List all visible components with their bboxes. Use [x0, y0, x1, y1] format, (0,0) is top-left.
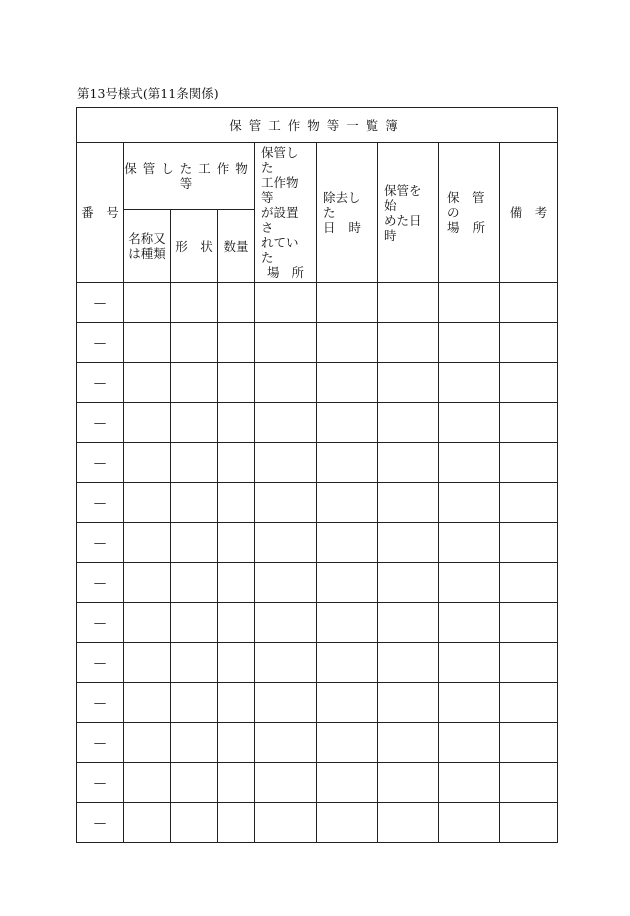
header-stored-items: 保管した工作物等: [124, 143, 255, 210]
storage-place-cell[interactable]: [439, 483, 500, 523]
quantity-cell[interactable]: [218, 403, 255, 443]
removed-datetime-cell[interactable]: [317, 323, 378, 363]
quantity-cell[interactable]: [218, 283, 255, 323]
removed-datetime-cell[interactable]: [317, 363, 378, 403]
removed-datetime-cell[interactable]: [317, 483, 378, 523]
header-storage-place-l1: 保 管 の: [447, 190, 498, 220]
table-row: [77, 683, 558, 723]
header-name-type-l2: は種類: [128, 246, 166, 262]
name-type-cell[interactable]: [124, 643, 171, 683]
header-removed-l2: [323, 220, 371, 235]
removed-datetime-cell[interactable]: [317, 763, 378, 803]
storage-start-cell[interactable]: [378, 763, 439, 803]
row-number-cell: —: [77, 563, 124, 603]
header-installed-place-l5a: 場: [267, 265, 280, 280]
storage-place-cell[interactable]: [439, 323, 500, 363]
row-number-cell: —: [77, 603, 124, 643]
register-title: 保管工作物等一覧簿: [77, 108, 558, 143]
removed-datetime-cell[interactable]: [317, 443, 378, 483]
header-storage-place-l2a: 場: [447, 220, 460, 235]
remarks-cell[interactable]: [500, 683, 558, 723]
row-number-cell: —: [77, 763, 124, 803]
header-name-type-l1: 名称又: [128, 231, 166, 247]
storage-place-cell[interactable]: [439, 723, 500, 763]
name-type-cell[interactable]: [124, 443, 171, 483]
storage-start-cell[interactable]: [378, 363, 439, 403]
name-type-cell[interactable]: [124, 523, 171, 563]
table-row: [77, 723, 558, 763]
header-installed-place-l5: [261, 265, 310, 280]
storage-place-cell[interactable]: [439, 523, 500, 563]
quantity-cell[interactable]: [218, 443, 255, 483]
header-number: [77, 143, 124, 283]
remarks-cell[interactable]: [500, 443, 558, 483]
shape-cell[interactable]: [171, 563, 218, 603]
row-number-cell: —: [77, 403, 124, 443]
installed-place-cell[interactable]: [255, 683, 317, 723]
name-type-cell[interactable]: [124, 283, 171, 323]
name-type-cell[interactable]: [124, 363, 171, 403]
row-number-cell: —: [77, 283, 124, 323]
table-row: [77, 443, 558, 483]
storage-start-cell[interactable]: [378, 803, 439, 843]
quantity-cell[interactable]: [218, 643, 255, 683]
header-installed-place-l3: が設置さ: [261, 205, 299, 235]
shape-cell[interactable]: [171, 723, 218, 763]
name-type-cell[interactable]: [124, 603, 171, 643]
removed-datetime-cell[interactable]: [317, 723, 378, 763]
header-storage-start-l2: めた日時: [384, 212, 422, 243]
remarks-cell[interactable]: [500, 803, 558, 843]
storage-place-cell[interactable]: [439, 603, 500, 643]
storage-place-cell[interactable]: [439, 803, 500, 843]
remarks-cell[interactable]: [500, 523, 558, 563]
shape-cell[interactable]: [171, 763, 218, 803]
shape-cell[interactable]: [171, 323, 218, 363]
remarks-cell[interactable]: [500, 643, 558, 683]
storage-start-cell[interactable]: [378, 443, 439, 483]
installed-place-cell[interactable]: [255, 603, 317, 643]
name-type-cell[interactable]: [124, 323, 171, 363]
storage-start-cell[interactable]: [378, 723, 439, 763]
name-type-cell[interactable]: [124, 403, 171, 443]
name-type-cell[interactable]: [124, 483, 171, 523]
storage-start-cell[interactable]: [378, 523, 439, 563]
storage-place-cell[interactable]: [439, 563, 500, 603]
installed-place-cell[interactable]: [255, 803, 317, 843]
installed-place-cell[interactable]: [255, 643, 317, 683]
installed-place-cell[interactable]: [255, 283, 317, 323]
table-row: [77, 643, 558, 683]
storage-place-cell[interactable]: [439, 683, 500, 723]
quantity-cell[interactable]: [218, 323, 255, 363]
header-installed-place: [255, 143, 317, 283]
table-row: [77, 803, 558, 843]
shape-cell[interactable]: [171, 443, 218, 483]
installed-place-cell[interactable]: [255, 363, 317, 403]
header-storage-start: [378, 143, 439, 283]
remarks-cell[interactable]: [500, 403, 558, 443]
remarks-cell[interactable]: [500, 763, 558, 803]
name-type-cell[interactable]: [124, 563, 171, 603]
shape-cell[interactable]: [171, 363, 218, 403]
shape-cell[interactable]: [171, 803, 218, 843]
header-storage-start-l1: 保管を始: [384, 182, 422, 213]
header-installed-place-l2: 工作物等: [261, 175, 299, 205]
storage-start-cell[interactable]: [378, 283, 439, 323]
row-number-cell: —: [77, 523, 124, 563]
shape-cell[interactable]: [171, 643, 218, 683]
installed-place-cell[interactable]: [255, 723, 317, 763]
table-row: [77, 363, 558, 403]
table-row: [77, 763, 558, 803]
name-type-cell[interactable]: [124, 683, 171, 723]
storage-start-cell[interactable]: [378, 603, 439, 643]
table-row: [77, 603, 558, 643]
remarks-cell[interactable]: [500, 323, 558, 363]
name-type-cell[interactable]: [124, 803, 171, 843]
quantity-cell[interactable]: [218, 803, 255, 843]
installed-place-cell[interactable]: [255, 563, 317, 603]
quantity-cell[interactable]: [218, 683, 255, 723]
quantity-cell[interactable]: [218, 763, 255, 803]
remarks-cell[interactable]: [500, 603, 558, 643]
quantity-cell[interactable]: [218, 723, 255, 763]
shape-cell[interactable]: [171, 483, 218, 523]
storage-place-cell[interactable]: [439, 283, 500, 323]
remarks-cell[interactable]: [500, 363, 558, 403]
header-installed-place-l1: 保管した: [261, 145, 299, 175]
header-remarks: 備 考: [500, 143, 558, 283]
removed-datetime-cell[interactable]: [317, 403, 378, 443]
header-name-type: [124, 210, 171, 283]
storage-place-cell[interactable]: [439, 443, 500, 483]
table-row: [77, 403, 558, 443]
storage-place-cell[interactable]: [439, 403, 500, 443]
storage-start-cell[interactable]: [378, 403, 439, 443]
row-number-cell: —: [77, 323, 124, 363]
header-quantity: 数量: [218, 210, 255, 283]
storage-place-cell[interactable]: [439, 763, 500, 803]
removed-datetime-cell[interactable]: [317, 803, 378, 843]
header-removed-datetime: [317, 143, 378, 283]
table-row: [77, 523, 558, 563]
remarks-cell[interactable]: [500, 723, 558, 763]
form-identifier: 第13号様式(第11条関係): [77, 86, 219, 101]
installed-place-cell[interactable]: [255, 523, 317, 563]
table-row: [77, 563, 558, 603]
storage-start-cell[interactable]: [378, 563, 439, 603]
shape-cell[interactable]: [171, 683, 218, 723]
storage-start-cell[interactable]: [378, 683, 439, 723]
row-number-cell: —: [77, 363, 124, 403]
header-shape: 形 状: [171, 210, 218, 283]
name-type-cell[interactable]: [124, 723, 171, 763]
row-number-cell: —: [77, 723, 124, 763]
remarks-cell[interactable]: [500, 563, 558, 603]
header-removed-l2b: 時: [348, 220, 361, 235]
installed-place-cell[interactable]: [255, 763, 317, 803]
header-storage-place-l2b: 所: [472, 220, 485, 235]
row-number-cell: —: [77, 683, 124, 723]
removed-datetime-cell[interactable]: [317, 563, 378, 603]
quantity-cell[interactable]: [218, 483, 255, 523]
table-row: [77, 283, 558, 323]
name-type-cell[interactable]: [124, 763, 171, 803]
shape-cell[interactable]: [171, 403, 218, 443]
quantity-cell[interactable]: [218, 563, 255, 603]
row-number-cell: —: [77, 803, 124, 843]
header-installed-place-l5b: 所: [291, 265, 304, 280]
remarks-cell[interactable]: [500, 483, 558, 523]
header-installed-place-l4: れていた: [261, 235, 299, 265]
storage-place-cell[interactable]: [439, 363, 500, 403]
header-removed-l1: 除去した: [323, 190, 361, 220]
storage-start-cell[interactable]: [378, 643, 439, 683]
storage-place-cell[interactable]: [439, 643, 500, 683]
quantity-cell[interactable]: [218, 603, 255, 643]
header-number-label: 番 号: [81, 205, 119, 220]
installed-place-cell[interactable]: [255, 403, 317, 443]
shape-cell[interactable]: [171, 603, 218, 643]
storage-start-cell[interactable]: [378, 483, 439, 523]
quantity-cell[interactable]: [218, 523, 255, 563]
header-removed-l2a: 日: [323, 220, 336, 235]
storage-start-cell[interactable]: [378, 323, 439, 363]
row-number-cell: —: [77, 643, 124, 683]
removed-datetime-cell[interactable]: [317, 683, 378, 723]
removed-datetime-cell[interactable]: [317, 283, 378, 323]
shape-cell[interactable]: [171, 523, 218, 563]
header-storage-place-l2: [447, 220, 491, 235]
quantity-cell[interactable]: [218, 363, 255, 403]
installed-place-cell[interactable]: [255, 323, 317, 363]
header-storage-place: [439, 143, 500, 283]
storage-register-table: [76, 107, 558, 843]
installed-place-cell[interactable]: [255, 443, 317, 483]
row-number-cell: —: [77, 483, 124, 523]
removed-datetime-cell[interactable]: [317, 603, 378, 643]
removed-datetime-cell[interactable]: [317, 643, 378, 683]
remarks-cell[interactable]: [500, 283, 558, 323]
table-row: [77, 323, 558, 363]
table-row: [77, 483, 558, 523]
row-number-cell: —: [77, 443, 124, 483]
installed-place-cell[interactable]: [255, 483, 317, 523]
shape-cell[interactable]: [171, 283, 218, 323]
removed-datetime-cell[interactable]: [317, 523, 378, 563]
